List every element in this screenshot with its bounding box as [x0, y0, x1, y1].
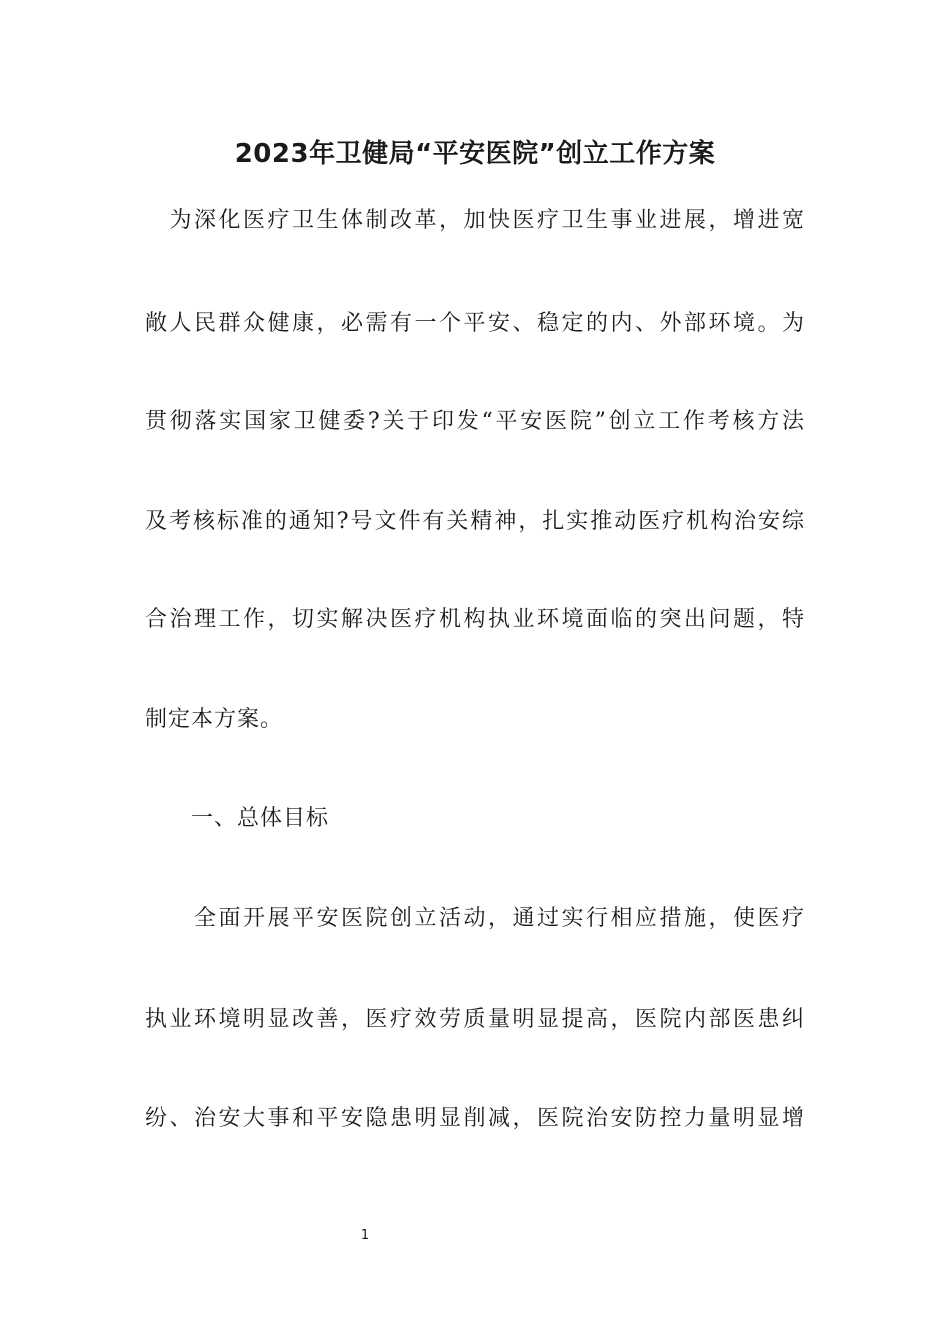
paragraph-line: 制定本方案。 [145, 707, 284, 732]
paragraph-line: 合治理工作，切实解决医疗机构执业环境面临的突出问题，特 [145, 607, 805, 632]
paragraph-line: 及考核标准的通知?号文件有关精神，扎实推动医疗机构治安综 [145, 509, 805, 534]
section-heading: 一、总体目标 [145, 806, 330, 831]
paragraph-line: 执业环境明显改善，医疗效劳质量明显提高，医院内部医患纠 [145, 1007, 805, 1032]
paragraph-line: 为深化医疗卫生体制改革，加快医疗卫生事业进展，增进宽 [145, 208, 805, 233]
page-number: 1 [360, 1228, 370, 1243]
paragraph-line: 纷、治安大事和平安隐患明显削减，医院治安防控力量明显增 [145, 1106, 805, 1131]
document-title: 2023年卫健局“平安医院”创立工作方案 [234, 139, 716, 169]
paragraph-line: 敞人民群众健康，必需有一个平安、稳定的内、外部环境。为 [145, 311, 805, 336]
paragraph-line: 贯彻落实国家卫健委?关于印发“平安医院”创立工作考核方法 [145, 409, 805, 434]
paragraph-line: 全面开展平安医院创立活动，通过实行相应措施，使医疗 [145, 906, 805, 931]
